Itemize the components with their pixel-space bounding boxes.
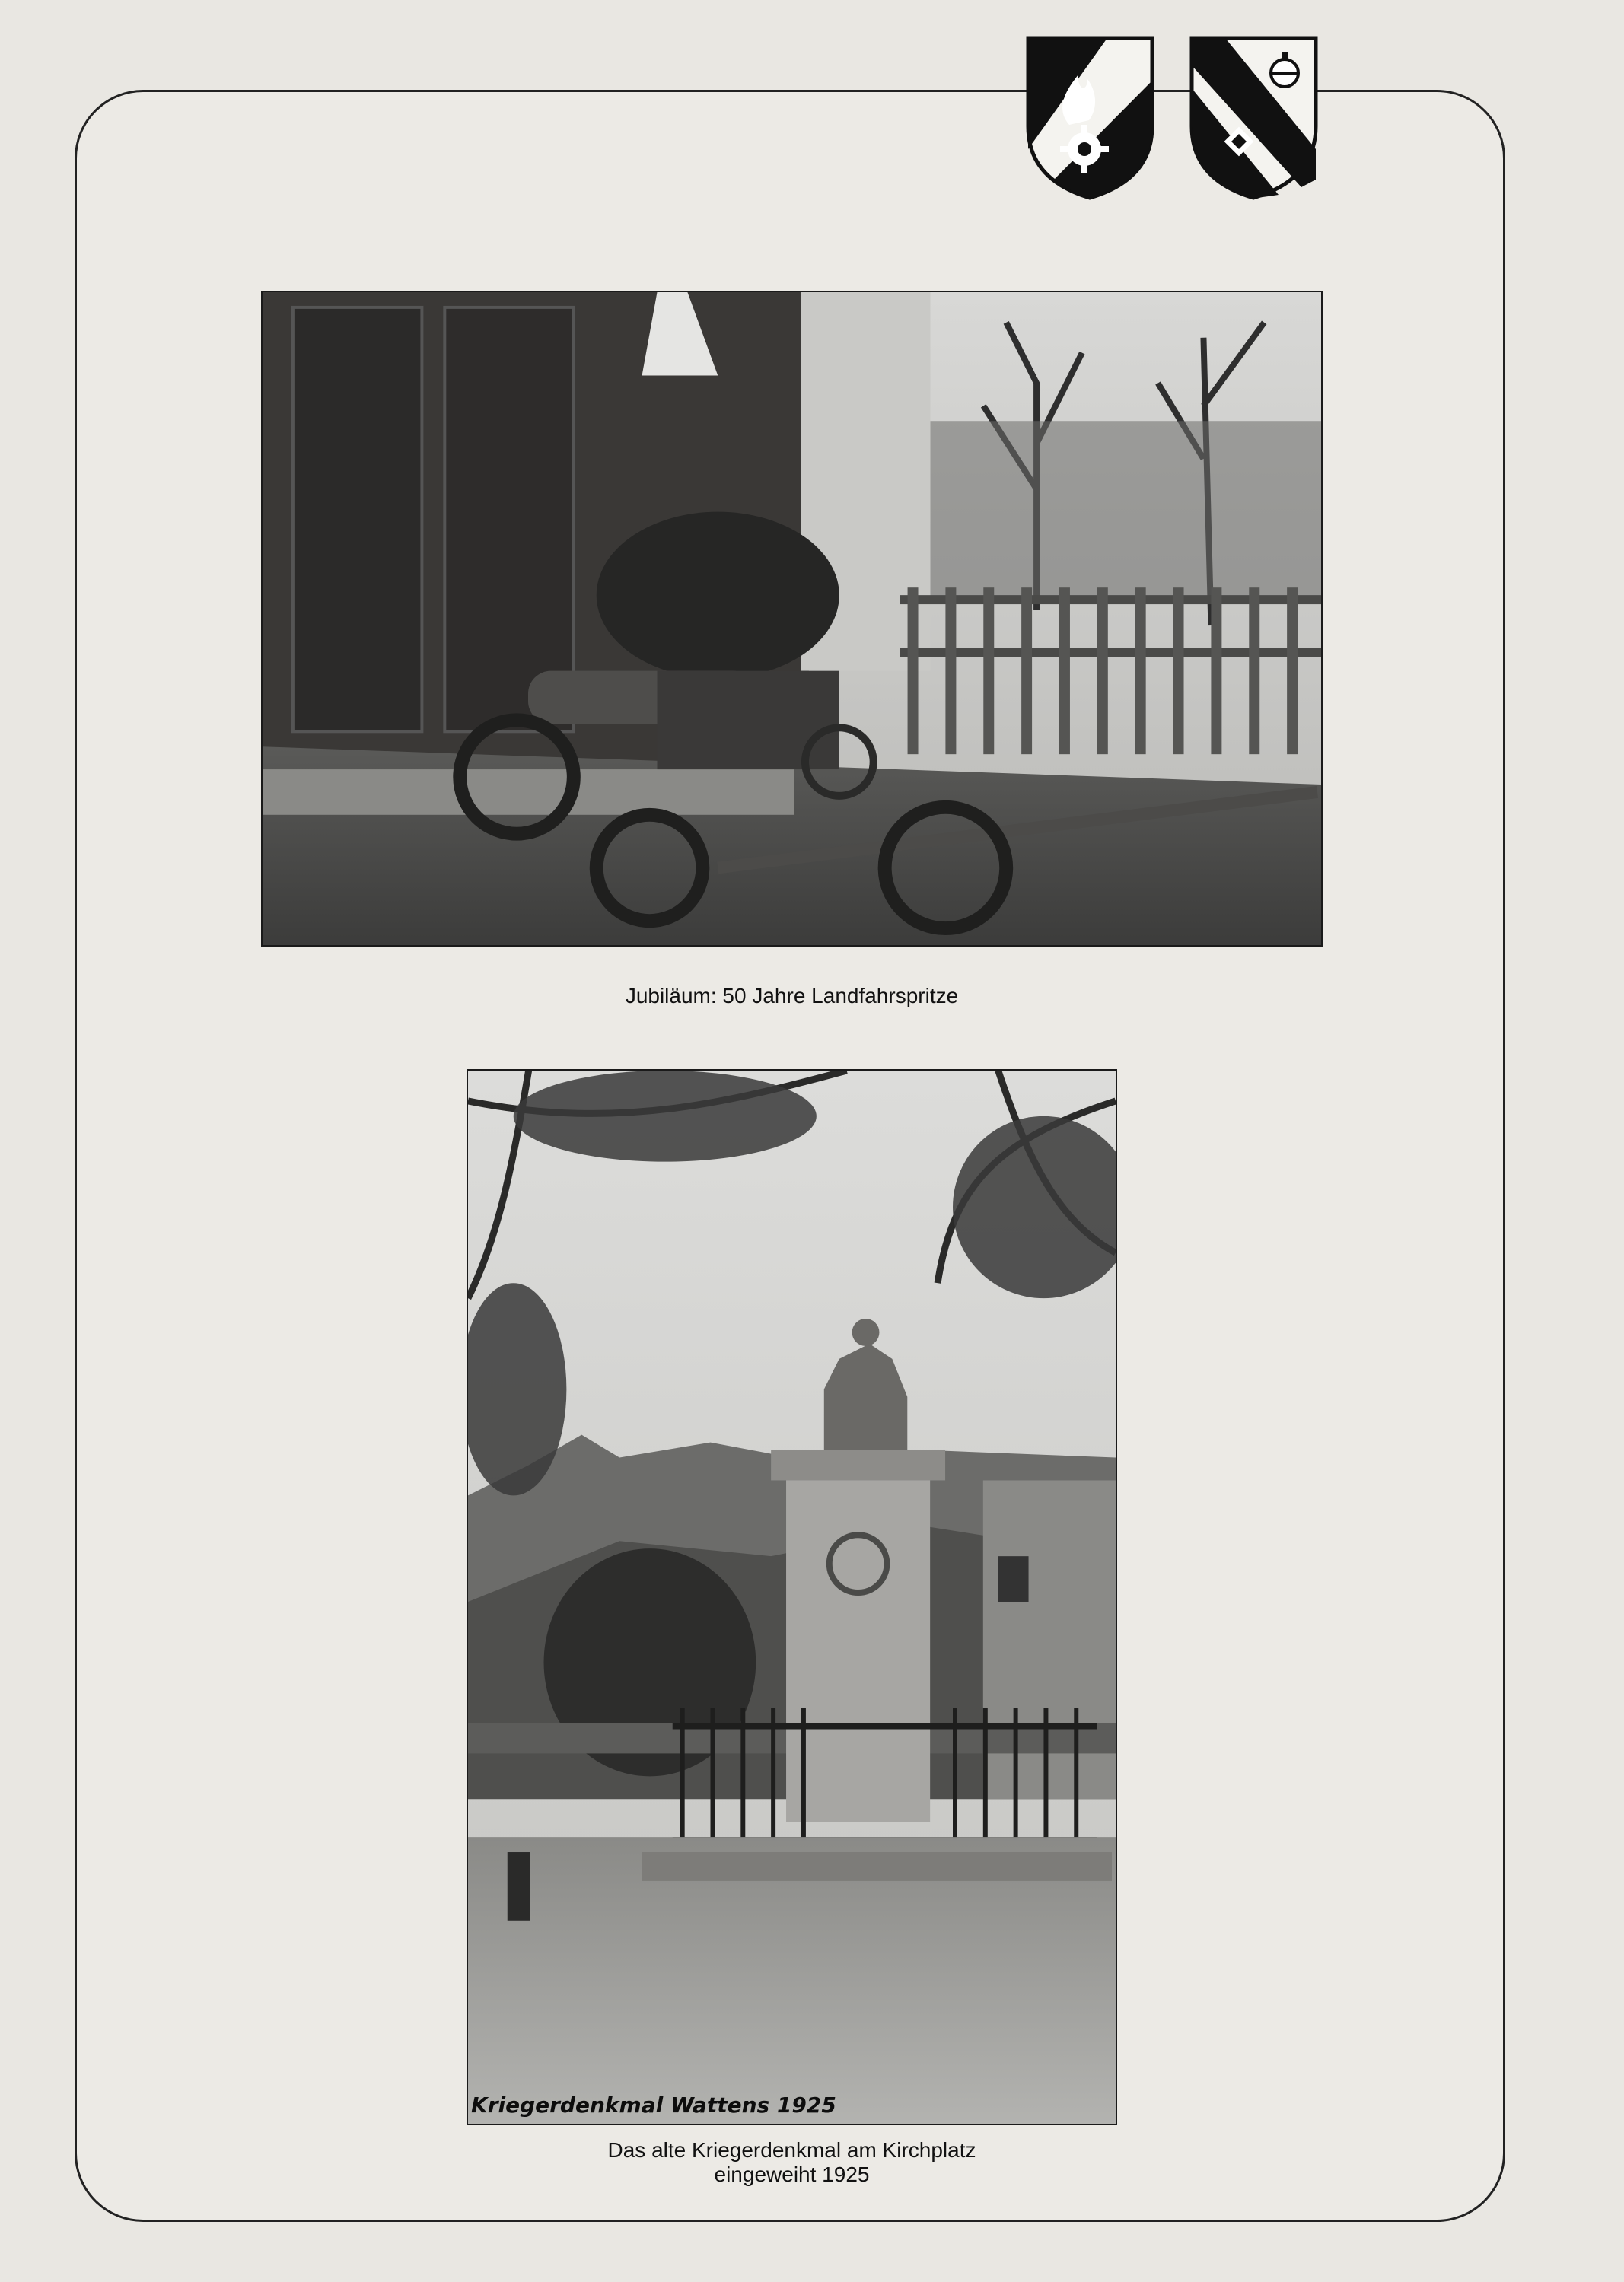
flame-gear-icon xyxy=(1024,35,1157,202)
photo-inscription: Kriegerdenkmal Wattens 1925 xyxy=(471,2093,836,2118)
photo-landfahrspritze xyxy=(261,291,1323,947)
photo-kriegerdenkmal xyxy=(467,1069,1117,2125)
caption-kriegerdenkmal xyxy=(467,2138,1117,2187)
crest-group xyxy=(1024,35,1320,202)
diamond-orb-icon xyxy=(1187,35,1320,202)
caption-kriegerdenkmal-line1: Das alte Kriegerdenkmal am Kirchplatz xyxy=(607,2138,976,2162)
caption-landfahrspritze: Jubiläum: 50 Jahre Landfahrspritze xyxy=(625,984,959,1007)
caption-kriegerdenkmal-line2: eingeweiht 1925 xyxy=(714,2163,870,2186)
